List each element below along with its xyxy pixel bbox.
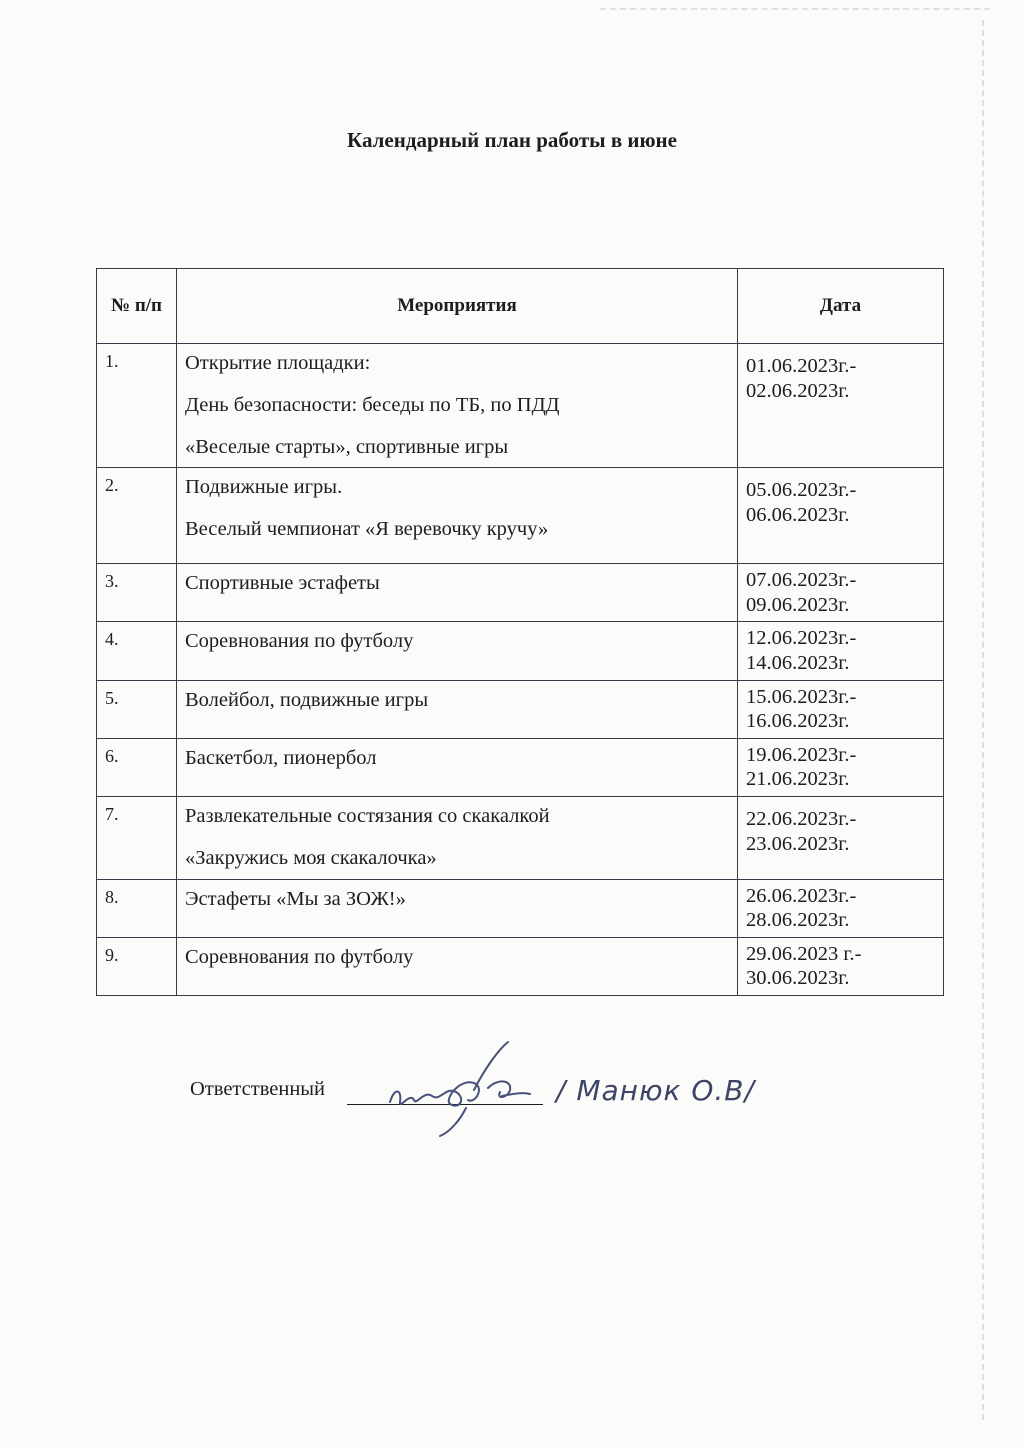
column-header-date: Дата bbox=[738, 269, 944, 344]
event-line: Соревнования по футболу bbox=[185, 630, 414, 653]
row-number: 8. bbox=[97, 879, 177, 937]
date-end: 02.06.2023г. bbox=[746, 379, 850, 402]
document-title: Календарный план работы в июне bbox=[347, 128, 677, 152]
table-body bbox=[97, 344, 944, 996]
date-end: 06.06.2023г. bbox=[746, 503, 850, 526]
event-cell bbox=[177, 680, 738, 738]
date-cell bbox=[738, 622, 944, 680]
event-cell bbox=[177, 937, 738, 995]
event-line: Спортивные эстафеты bbox=[185, 572, 380, 595]
row-number: 7. bbox=[97, 797, 177, 880]
page-edge-right bbox=[982, 20, 994, 1420]
date-end: 14.06.2023г. bbox=[746, 652, 850, 675]
event-line: Волейбол, подвижные игры bbox=[185, 688, 429, 711]
date-start: 12.06.2023г.- bbox=[746, 627, 857, 650]
date-end: 28.06.2023г. bbox=[746, 909, 850, 932]
table-row bbox=[97, 622, 944, 680]
date-cell bbox=[738, 680, 944, 738]
date-cell bbox=[738, 738, 944, 796]
event-line: Веселый чемпионат «Я веревочку кручу» bbox=[185, 518, 549, 541]
table-row bbox=[97, 937, 944, 995]
date-start: 19.06.2023г.- bbox=[746, 743, 857, 766]
date-start: 05.06.2023г.- bbox=[746, 479, 857, 502]
date-start: 07.06.2023г.- bbox=[746, 569, 857, 592]
row-number: 5. bbox=[97, 680, 177, 738]
date-end: 16.06.2023г. bbox=[746, 710, 850, 733]
table-row bbox=[97, 879, 944, 937]
page-edge-top bbox=[600, 8, 990, 16]
event-cell bbox=[177, 622, 738, 680]
column-header-event: Мероприятия bbox=[177, 269, 738, 344]
event-cell bbox=[177, 738, 738, 796]
date-end: 23.06.2023г. bbox=[746, 832, 850, 855]
event-line: Соревнования по футболу bbox=[185, 945, 414, 968]
date-end: 09.06.2023г. bbox=[746, 593, 850, 616]
event-line: Открытие площадки: bbox=[185, 352, 371, 374]
event-line: «Закружись моя скакалочка» bbox=[185, 846, 437, 869]
date-start: 15.06.2023г.- bbox=[746, 685, 857, 708]
table-row bbox=[97, 344, 944, 468]
event-line: День безопасности: беседы по ТБ, по ПДД bbox=[185, 393, 560, 416]
event-line: Подвижные игры. bbox=[185, 476, 343, 499]
row-number: 1. bbox=[97, 344, 177, 468]
event-line: Баскетбол, пионербол bbox=[185, 746, 377, 769]
date-start: 26.06.2023г.- bbox=[746, 884, 857, 907]
responsible-label: Ответственный bbox=[190, 1078, 326, 1100]
date-cell bbox=[738, 344, 944, 468]
column-header-number: № п/п bbox=[97, 269, 177, 344]
row-number: 6. bbox=[97, 738, 177, 796]
row-number: 3. bbox=[97, 564, 177, 622]
event-line: Эстафеты «Мы за ЗОЖ!» bbox=[185, 887, 406, 910]
table-row bbox=[97, 797, 944, 880]
date-cell bbox=[738, 879, 944, 937]
date-cell bbox=[738, 797, 944, 880]
responsible-name: / Манюк О.В/ bbox=[556, 1074, 755, 1107]
table-row bbox=[97, 738, 944, 796]
event-cell bbox=[177, 879, 738, 937]
event-cell bbox=[177, 564, 738, 622]
row-number: 4. bbox=[97, 622, 177, 680]
date-cell bbox=[738, 468, 944, 564]
date-end: 21.06.2023г. bbox=[746, 768, 850, 791]
date-start: 22.06.2023г.- bbox=[746, 808, 857, 831]
row-number: 9. bbox=[97, 937, 177, 995]
event-line: Развлекательные состязания со скакалкой bbox=[185, 805, 550, 828]
event-cell bbox=[177, 468, 738, 564]
handwritten-signature bbox=[380, 1040, 550, 1140]
table-header-row bbox=[97, 269, 944, 344]
date-cell bbox=[738, 564, 944, 622]
table-row bbox=[97, 680, 944, 738]
date-start: 01.06.2023г.- bbox=[746, 355, 857, 377]
date-end: 30.06.2023г. bbox=[746, 967, 850, 990]
event-cell bbox=[177, 344, 738, 468]
table-row bbox=[97, 564, 944, 622]
date-cell bbox=[738, 937, 944, 995]
plan-table bbox=[96, 268, 944, 996]
event-cell bbox=[177, 797, 738, 880]
table-row bbox=[97, 468, 944, 564]
row-number: 2. bbox=[97, 468, 177, 564]
date-start: 29.06.2023 г.- bbox=[746, 942, 862, 965]
signature-block bbox=[190, 1070, 830, 1140]
event-line: «Веселые старты», спортивные игры bbox=[185, 435, 509, 458]
